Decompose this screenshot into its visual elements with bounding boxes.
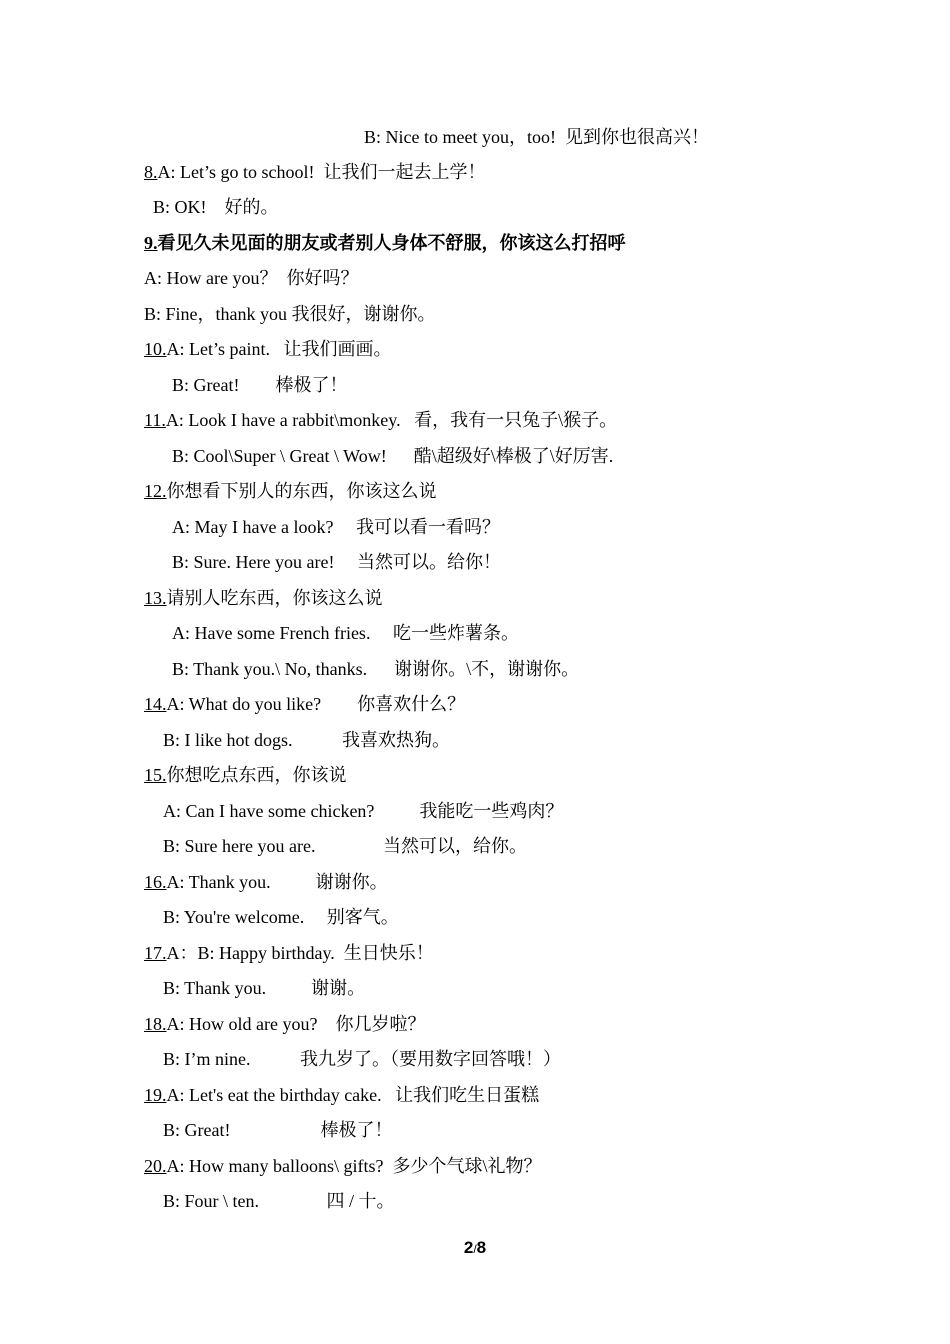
line-text: A: Let’s paint. 让我们画画。 — [166, 339, 392, 359]
dialogue-line — [144, 267, 358, 289]
dialogue-line — [144, 1013, 425, 1035]
line-number: 11. — [144, 410, 166, 430]
line-text: 你想吃点东西，你该说 — [166, 765, 347, 785]
line-number: 9. — [144, 233, 158, 253]
line-text: 看见久未见面的朋友或者别人身体不舒服，你该这么打招呼 — [157, 233, 626, 253]
page-separator: / — [473, 1242, 477, 1256]
dialogue-line — [172, 551, 501, 573]
dialogue-line — [144, 871, 388, 893]
line-number: 13. — [144, 588, 167, 608]
dialogue-line — [163, 1119, 392, 1141]
dialogue-line — [172, 516, 500, 538]
dialogue-line — [144, 409, 617, 431]
line-text: B: Thank you.\ No, thanks. 谢谢你。\不，谢谢你。 — [172, 659, 580, 679]
line-number: 10. — [144, 339, 167, 359]
page-number — [0, 1238, 950, 1258]
dialogue-line — [144, 1155, 541, 1177]
line-text: A: What do you like? 你喜欢什么？ — [166, 694, 466, 714]
line-text: B: Fine，thank you 我很好，谢谢你。 — [144, 304, 436, 324]
dialogue-line — [144, 942, 434, 964]
line-text: A: Let's eat the birthday cake. 让我们吃生日蛋糕 — [166, 1085, 540, 1105]
line-text: A: How many balloons\ gifts? 多少个气球\礼物？ — [166, 1156, 542, 1176]
line-text: A: Have some French fries. 吃一些炸薯条。 — [172, 623, 519, 643]
line-text: B: I’m nine. 我九岁了。（要用数字回答哦！） — [163, 1049, 561, 1069]
line-number: 12. — [144, 481, 167, 501]
line-number: 18. — [144, 1014, 167, 1034]
line-text: B: Nice to meet you，too! 见到你也很高兴！ — [364, 127, 709, 147]
page-current: 2 — [463, 1238, 474, 1257]
dialogue-line — [163, 906, 399, 928]
line-text: B: Four \ ten. 四 / 十。 — [163, 1191, 395, 1211]
line-number: 20. — [144, 1156, 167, 1176]
dialogue-line — [172, 658, 579, 680]
dialogue-line — [364, 126, 709, 148]
line-text: B: Sure here you are. 当然可以，给你。 — [163, 836, 527, 856]
page-total: 8 — [476, 1238, 487, 1257]
line-text: A: Can I have some chicken? 我能吃一些鸡肉？ — [163, 801, 564, 821]
dialogue-line — [163, 729, 450, 751]
dialogue-line — [144, 303, 436, 325]
line-number: 16. — [144, 872, 167, 892]
dialogue-line — [144, 764, 347, 786]
dialogue-line — [144, 480, 437, 502]
line-text: B: OK! 好的。 — [153, 197, 279, 217]
line-text: B: Great! 棒极了！ — [172, 375, 348, 395]
dialogue-line — [172, 445, 613, 467]
line-text: A: Let’s go to school! 让我们一起去上学！ — [157, 162, 486, 182]
dialogue-line — [144, 338, 391, 360]
line-text: A: Look I have a rabbit\monkey. 看，我有一只兔子\猴子。 — [165, 410, 618, 430]
line-text: B: Great! 棒极了！ — [163, 1120, 393, 1140]
line-number: 15. — [144, 765, 167, 785]
line-text: A: How are you？ 你好吗？ — [144, 268, 359, 288]
line-text: A: How old are you? 你几岁啦？ — [166, 1014, 426, 1034]
dialogue-line — [163, 800, 563, 822]
section-heading — [144, 232, 626, 254]
dialogue-line — [144, 161, 485, 183]
dialogue-line — [144, 1084, 539, 1106]
line-text: B: Cool\Super \ Great \ Wow! 酷\超级好\棒极了\好厉害. — [172, 446, 614, 466]
dialogue-line — [163, 1190, 395, 1212]
line-text: B: Thank you. 谢谢。 — [163, 978, 366, 998]
line-text: B: You're welcome. 别客气。 — [163, 907, 399, 927]
line-text: A: Thank you. 谢谢你。 — [166, 872, 388, 892]
line-text: B: I like hot dogs. 我喜欢热狗。 — [163, 730, 450, 750]
line-text: A：B: Happy birthday. 生日快乐！ — [166, 943, 434, 963]
dialogue-line — [163, 835, 527, 857]
line-number: 14. — [144, 694, 167, 714]
line-number: 19. — [144, 1085, 167, 1105]
dialogue-line — [163, 977, 365, 999]
line-text: 请别人吃东西，你该这么说 — [166, 588, 383, 608]
line-number: 17. — [144, 943, 167, 963]
dialogue-line — [163, 1048, 561, 1070]
line-number: 8. — [144, 162, 158, 182]
dialogue-line — [172, 622, 519, 644]
line-text: 你想看下别人的东西，你该这么说 — [166, 481, 437, 501]
dialogue-line — [172, 374, 347, 396]
line-text: B: Sure. Here you are! 当然可以。给你！ — [172, 552, 501, 572]
dialogue-line — [144, 587, 383, 609]
line-text: A: May I have a look? 我可以看一看吗？ — [172, 517, 500, 537]
dialogue-line — [153, 196, 279, 218]
dialogue-line — [144, 693, 465, 715]
